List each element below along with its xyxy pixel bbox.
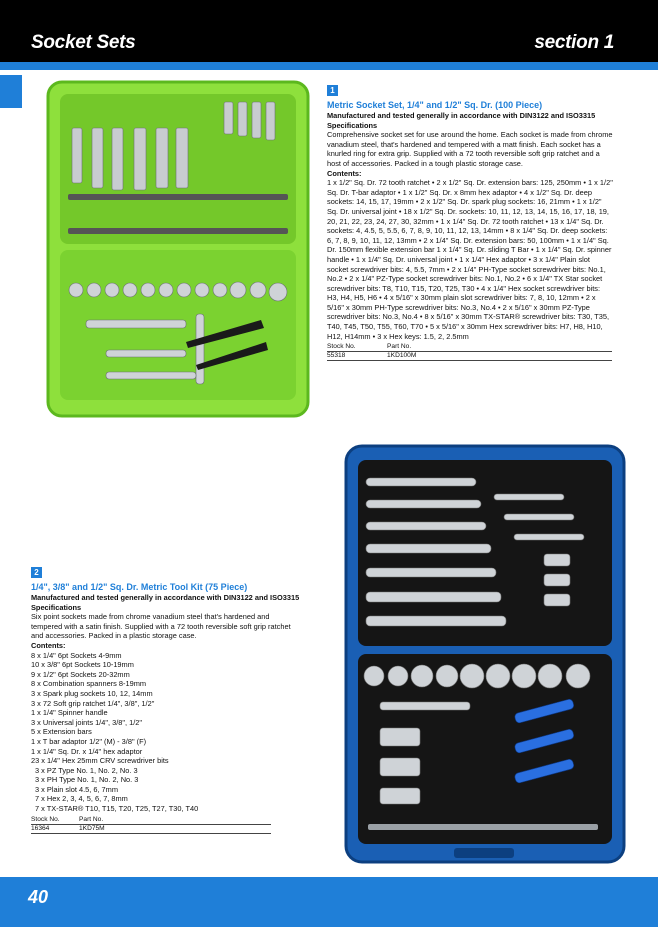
contents-line: 3 x Plain slot 4.5, 6, 7mm [35, 784, 118, 794]
product-spec: Manufactured and tested generally in accordance with DIN3122 and ISO3315 Specifications [327, 111, 596, 130]
part-number: 1KD100M [387, 352, 612, 361]
contents-line: 5 x Extension bars [31, 727, 92, 737]
contents-line: 7 x TX-STAR® T10, T15, T20, T25, T27, T30, T40 [35, 804, 199, 814]
contents-line: 1 x 1/4" Sq. Dr. x 1/4" hex adaptor [31, 746, 143, 756]
contents-line: 8 x 1/4" 6pt Sockets 4-9mm [31, 650, 122, 660]
item-number: 2 [31, 567, 42, 578]
part-header: Part No. [387, 343, 612, 352]
stock-number: 16364 [31, 824, 79, 833]
product-2 [31, 562, 301, 834]
product-title: Metric Socket Set, 1/4" and 1/2" Sq. Dr. (100 Piece) [327, 100, 543, 110]
contents-line: 3 x Universal joints 1/4", 3/8", 1/2" [31, 717, 142, 727]
contents-line: 7 x Hex 2, 3, 4, 5, 6, 7, 8mm [35, 794, 128, 804]
contents-label: Contents: [327, 168, 362, 178]
contents-text: 1 x 1/2" Sq. Dr. 72 tooth ratchet • 2 x 1/2" Sq. Dr. extension bars: 125, 250mm • 1 x 1/2" Sq. Dr. T-bar adaptor • 1 x 1/2" Sq. Dr. x 8mm hex adaptor • 4 x 1/2" Sq. Dr. deep sockets: 14, 15, 17, 19mm • 2 x 1/2" Sq. Dr. spark plug sockets: 16, 21mm • 1 x 1/2" Sq. Dr. universal joint • 18 x 1/2" Sq. Dr. sockets: 10, 11, 12, 13, 14, 15, 16, 17, 18, 19, 20, 21, 22, 23, 24, 27, 30, 32mm • 1 x 1/4" Sq. Dr. 72 tooth ratchet • 13 x 1/4" Sq. Dr. sockets: 4, 4.5, 5, 5.5, 6, 7, 8, 9, 10, 11, 12, 13, 14mm • 8 x 1/4" Sq. Dr. deep sockets: 6, 7, 8, 9, 10, 11, 12, 13mm • 2 x 1/4" Sq. Dr. extension bars: 50, 100mm • 1 x 1/4" Sq. Dr. 150mm flexible extension bar 1 x 1/4" Sq. Dr. sliding T Bar • 1 x 1/4" Sq. Dr. spinner handle • 1 x 1/4" Sq. Dr. universal joint • 1 x 1/4" Hex adaptor • 3 x 1/4" Plain slot socket screwdriver bits: 4, 5.5, 7mm • 2 x 1/4" PH-Type socket screwdriver bits: No.1, No.2 • 2 x 1/4" PZ-Type socket screwdriver bits: No.1, No.2 • 6 x 1/4" TX Star socket screwdriver bits: T8, T10, T15, T20, T25, T30 • 4 x 1/4" Hex socket screwdriver bits: H3, H4, H5, H6 • 4 x 5/16" x 30mm plain slot screwdriver bits: 7, 8, 10, 12mm • 2 x 5/16" x 30mm PH-Type screwdriver bits: No.3, No.4 • 2 x 5/16" x 30mm PZ-Type screwdriver bits: No.3, No.4 • 8 x 5/16" x 30mm TX-STAR® screwdriver bits: T30, T35, T40, T45, T50, T55, T60, T70 • 5 x 5/16" x 30mm Hex screwdriver bits: H7, H8, H10, H12, H14mm • 3 x Hex keys: 1.5, 2, 2.5mm [327, 178, 613, 341]
item-number: 1 [327, 85, 338, 96]
contents-line: 3 x 72 Soft grip ratchet 1/4", 3/8", 1/2" [31, 698, 155, 708]
contents-label: Contents: [31, 640, 66, 650]
section-tab [0, 75, 22, 108]
green-socket-set-image [46, 80, 311, 420]
contents-line: 10 x 3/8" 6pt Sockets 10-19mm [31, 660, 134, 670]
blue-tool-kit-image [344, 444, 626, 864]
product-1 [327, 80, 613, 361]
stock-table [31, 816, 271, 834]
page-header [0, 0, 658, 62]
contents-line: 8 x Combination spanners 8-19mm [31, 679, 147, 689]
part-number: 1KD75M [79, 824, 271, 833]
contents-line: 9 x 1/2" 6pt Sockets 20-32mm [31, 669, 130, 679]
product-description: Comprehensive socket set for use around the home. Each socket is made from chrome vanadium steel, that's hardened and tempered with a matt finish. Each socket has a knurled ring for extra grip. Supplied with a 72 tooth reversible soft grip ratchet and a host of accessories. Packed in a tough plastic storage case. [327, 130, 613, 168]
part-header: Part No. [79, 816, 271, 825]
contents-line: 1 x T bar adaptor 1/2" (M) - 3/8" (F) [31, 736, 147, 746]
page-number: 40 [28, 887, 49, 907]
stock-number: 55318 [327, 352, 387, 361]
contents-list [31, 651, 301, 814]
product-title: 1/4", 3/8" and 1/2" Sq. Dr. Metric Tool Kit (75 Piece) [31, 582, 248, 592]
stock-table [327, 343, 612, 361]
contents-line: 3 x Spark plug sockets 10, 12, 14mm [31, 688, 153, 698]
stock-header: Stock No. [327, 343, 387, 352]
contents-line: 23 x 1/4" Hex 25mm CRV screwdriver bits [31, 756, 169, 766]
contents-line: 1 x 1/4" Spinner handle [31, 708, 108, 718]
section-number: section 1 [534, 32, 614, 53]
header-accent-bar [0, 62, 658, 70]
stock-header: Stock No. [31, 816, 79, 825]
product-description: Six point sockets made from chrome vanadium steel that's hardened and tempered with a satin finish. Supplied with a 72 tooth reversible soft grip ratchet and accessories. Packed in a plastic storage case. [31, 612, 291, 641]
section-title: Socket Sets [31, 32, 136, 53]
contents-line: 3 x PH Type No. 1, No. 2, No. 3 [35, 775, 139, 785]
product-spec: Manufactured and tested generally in accordance with DIN3122 and ISO3315 Specifications [31, 593, 300, 612]
page-footer [0, 877, 658, 927]
contents-line: 3 x PZ Type No. 1, No. 2, No. 3 [35, 765, 138, 775]
